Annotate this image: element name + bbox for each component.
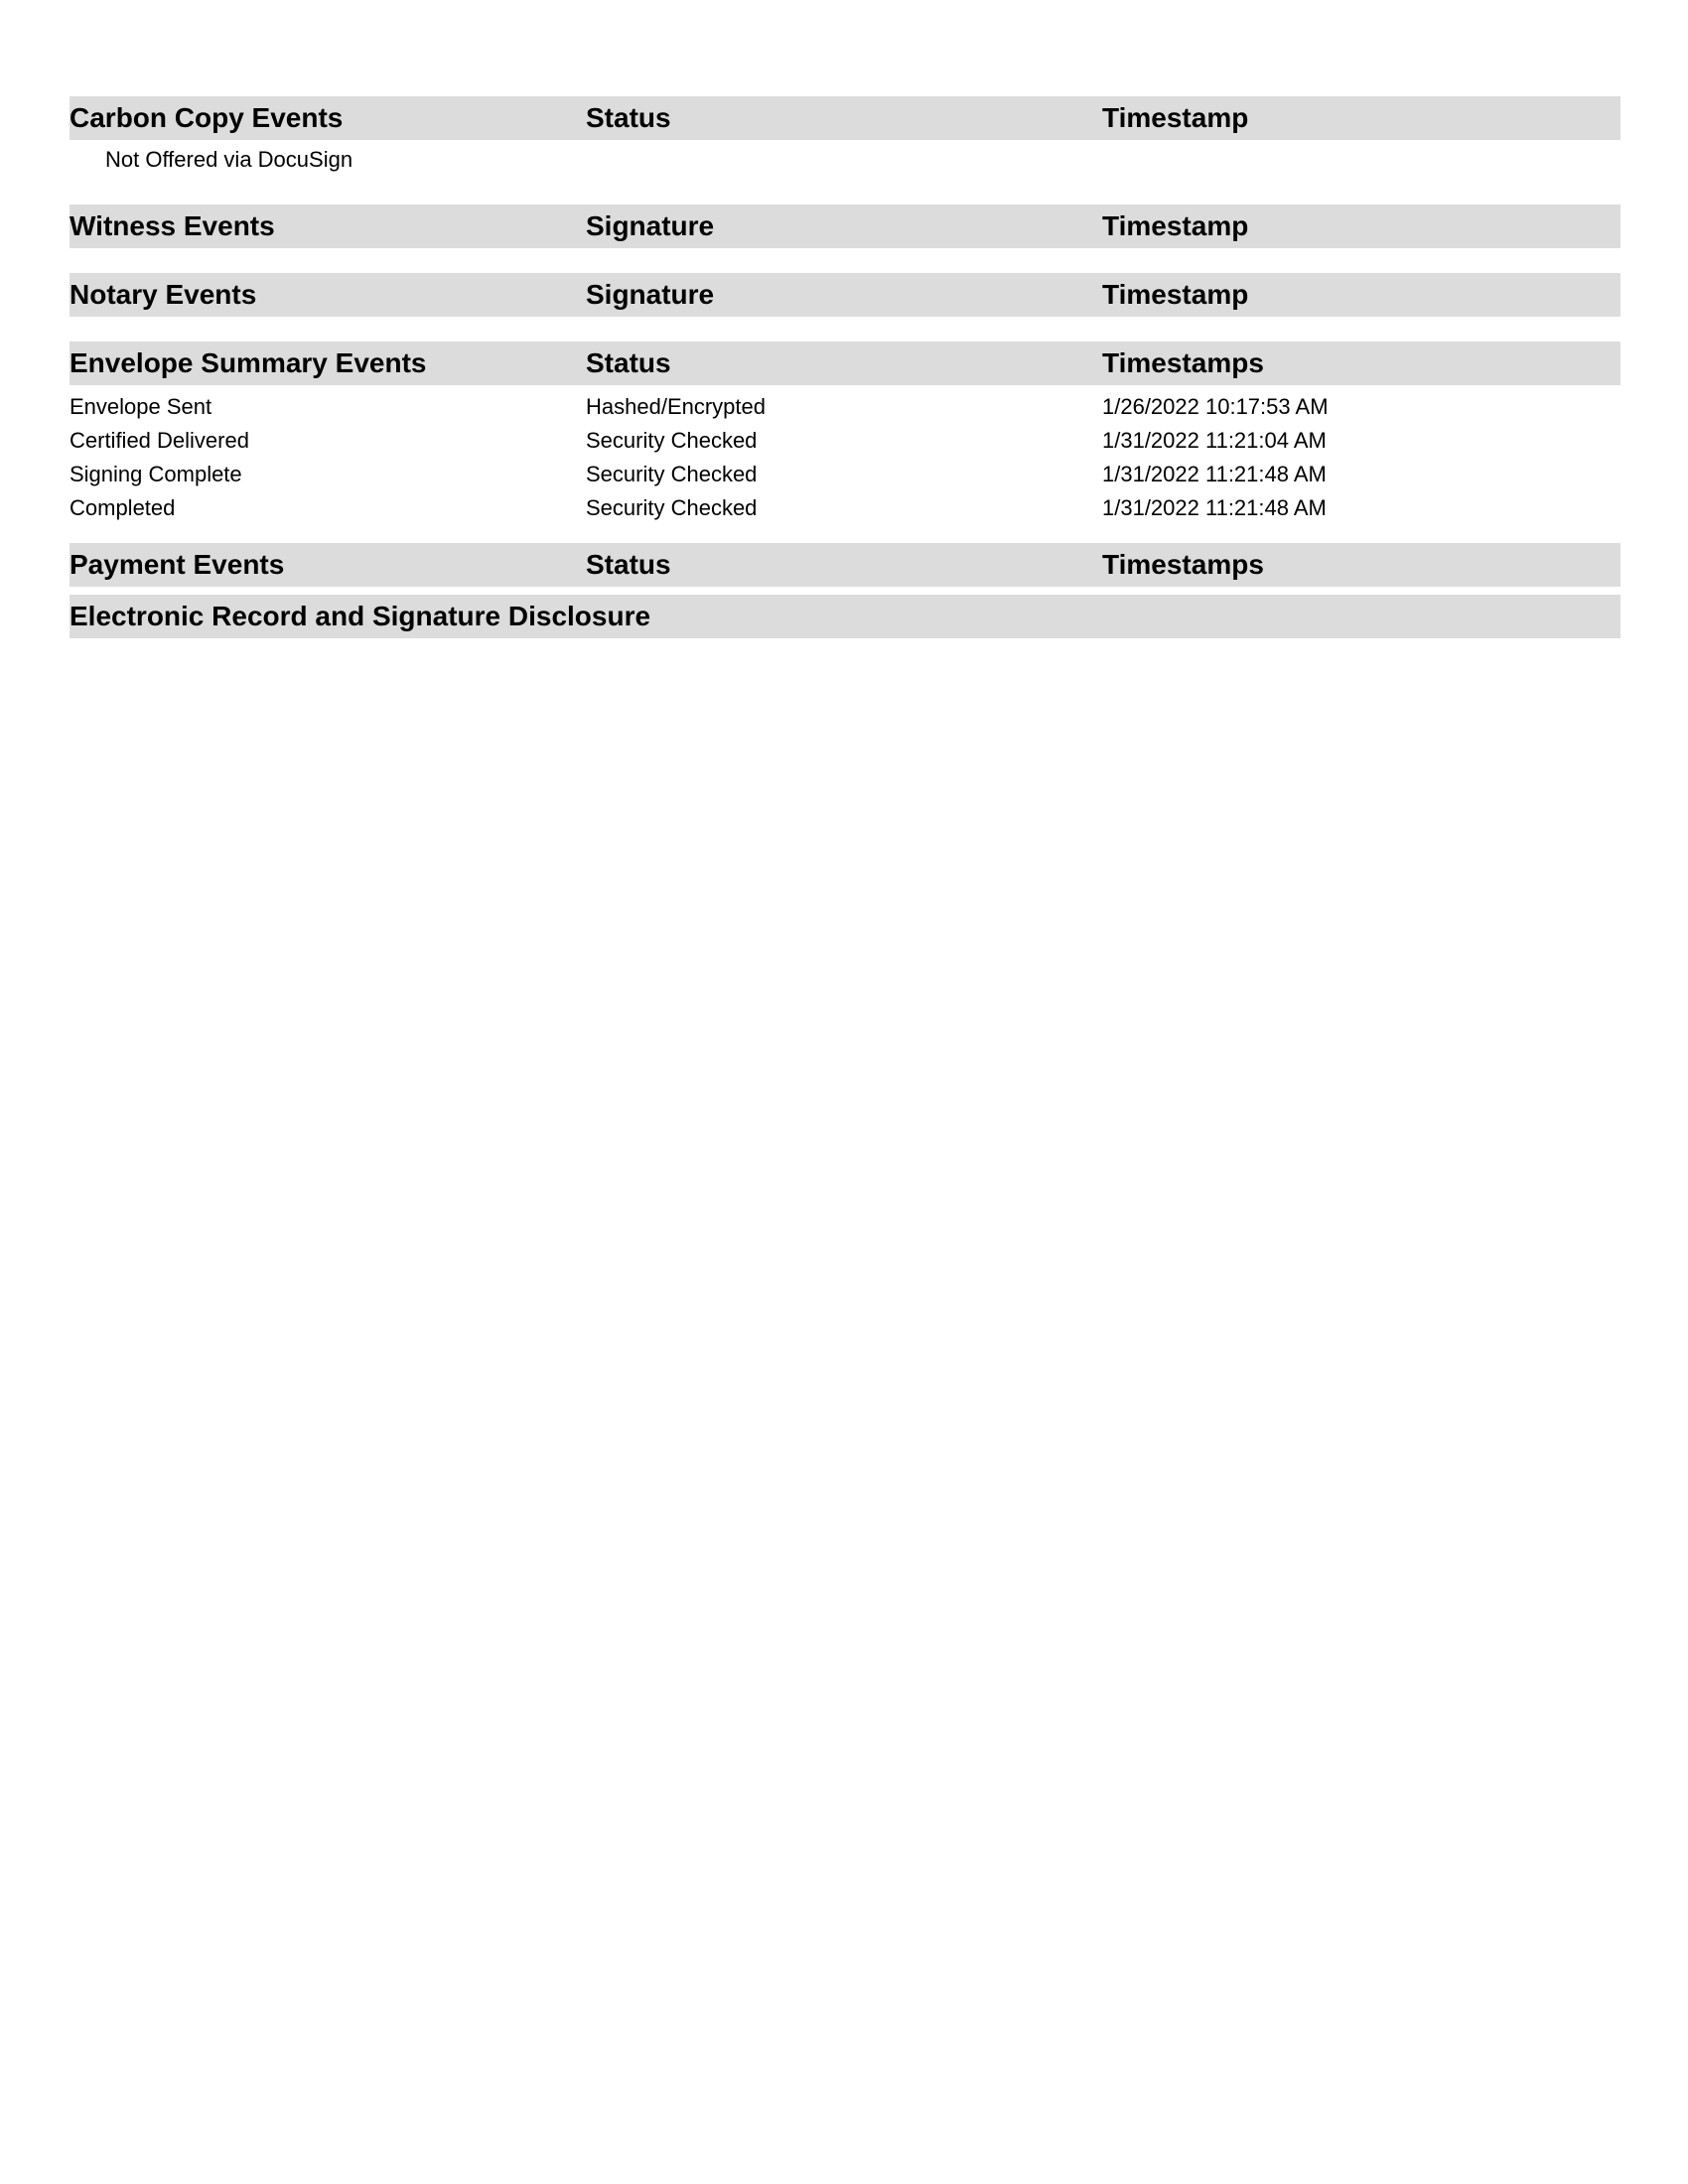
column-header-status: Status <box>586 102 671 133</box>
event-timestamp: 1/31/2022 11:21:04 AM <box>1102 428 1327 453</box>
witness-events-header <box>70 205 1620 248</box>
payment-events-header <box>70 543 1620 587</box>
disclosure-title: Electronic Record and Signature Disclosure <box>70 601 651 631</box>
table-row <box>70 426 1620 456</box>
column-header-timestamp: Timestamp <box>1102 279 1249 310</box>
carbon-copy-note: Not Offered via DocuSign <box>105 147 353 172</box>
column-header-event: Envelope Summary Events <box>70 347 427 378</box>
event-timestamp: 1/31/2022 11:21:48 AM <box>1102 495 1327 520</box>
event-name: Envelope Sent <box>70 394 212 419</box>
column-header-timestamps: Timestamps <box>1102 549 1264 580</box>
event-name: Certified Delivered <box>70 428 249 453</box>
event-status: Security Checked <box>586 462 758 486</box>
table-row <box>70 460 1620 489</box>
event-status: Security Checked <box>586 495 758 520</box>
column-header-event: Notary Events <box>70 279 257 310</box>
table-row <box>70 392 1620 422</box>
column-header-event: Carbon Copy Events <box>70 102 344 133</box>
event-timestamp: 1/26/2022 10:17:53 AM <box>1102 394 1329 419</box>
carbon-copy-events-header <box>70 96 1620 140</box>
column-header-event: Payment Events <box>70 549 285 580</box>
notary-events-header <box>70 273 1620 317</box>
column-header-signature: Signature <box>586 279 715 310</box>
event-timestamp: 1/31/2022 11:21:48 AM <box>1102 462 1327 486</box>
event-name: Signing Complete <box>70 462 242 486</box>
disclosure-header <box>70 595 1620 638</box>
event-status: Security Checked <box>586 428 758 453</box>
event-status: Hashed/Encrypted <box>586 394 766 419</box>
envelope-summary-events-header <box>70 341 1620 385</box>
column-header-event: Witness Events <box>70 210 275 241</box>
column-header-signature: Signature <box>586 210 715 241</box>
column-header-timestamps: Timestamps <box>1102 347 1264 378</box>
column-header-timestamp: Timestamp <box>1102 102 1249 133</box>
column-header-timestamp: Timestamp <box>1102 210 1249 241</box>
table-row <box>70 493 1620 523</box>
column-header-status: Status <box>586 347 671 378</box>
column-header-status: Status <box>586 549 671 580</box>
event-name: Completed <box>70 495 176 520</box>
